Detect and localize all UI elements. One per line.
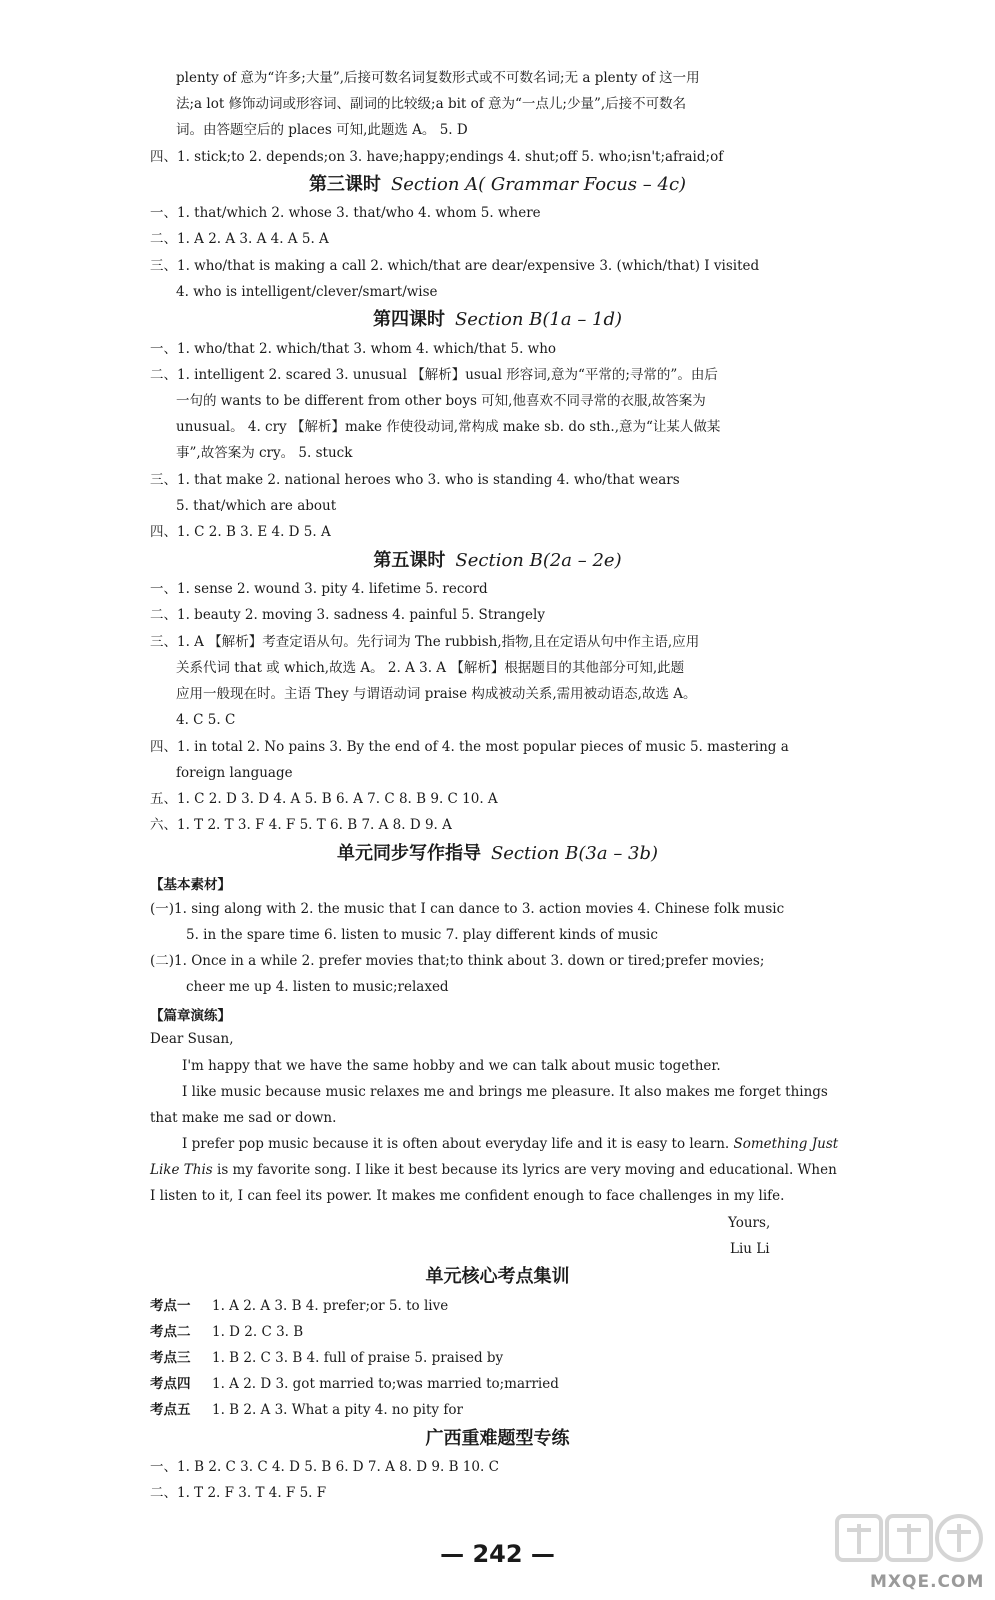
core-row-value: 1. A 2. A 3. B 4. prefer;or 5. to live (212, 1298, 449, 1314)
lesson4-line-8: 四、1. C 2. B 3. E 4. D 5. A (150, 524, 331, 540)
letter-p3a-text: I prefer pop music because it is often about everyday life and it is easy to learn. (182, 1136, 730, 1152)
song-title-part1: Something Just (733, 1136, 839, 1152)
writing-line-3: (二)1. Once in a while 2. prefer movies that;to think about 3. down or tired;prefer movies; (150, 953, 765, 969)
intro-line-4: 四、1. stick;to 2. depends;on 3. have;happy;endings 4. shut;off 5. who;isn't;afraid;of (150, 149, 724, 165)
lesson3-title: 第三课时 (308, 174, 381, 195)
core-row-label: 考点一 (150, 1298, 191, 1314)
lesson3-line-4: 4. who is intelligent/clever/smart/wise (176, 284, 438, 300)
lesson4-heading (0, 309, 995, 331)
passage-practice-tag: 【篇章演练】 (150, 1008, 231, 1024)
writing-line-2: 5. in the spare time 6. listen to music 7. play different kinds of music (186, 927, 658, 943)
lesson4-line-2: 二、1. intelligent 2. scared 3. unusual 【解析】usual 形容词,意为“平常的;寻常的”。由后 (150, 367, 718, 383)
guangxi-line-1: 一、1. B 2. C 3. C 4. D 5. B 6. D 7. A 8. D 9. B 10. C (150, 1459, 499, 1475)
writing-title: 单元同步写作指导 (336, 843, 481, 864)
letter-p3b (150, 1161, 837, 1179)
core-row-label: 考点四 (150, 1376, 191, 1392)
lesson5-line-5: 应用一般现在时。主语 They 与谓语动词 praise 构成被动关系,需用被动语态,故选 A。 (176, 686, 697, 702)
lesson4-line-5: 事”,故答案为 cry。 5. stuck (176, 445, 353, 461)
core-title: 单元核心考点集训 (425, 1266, 570, 1287)
lesson5-line-9: 五、1. C 2. D 3. D 4. A 5. B 6. A 7. C 8. B 9. C 10. A (150, 791, 498, 807)
lesson3-line-2: 二、1. A 2. A 3. A 4. A 5. A (150, 231, 329, 247)
lesson5-line-7: 四、1. in total 2. No pains 3. By the end of 4. the most popular pieces of music 5. mastering a (150, 739, 789, 755)
guangxi-heading (0, 1428, 995, 1450)
lesson5-line-10: 六、1. T 2. T 3. F 4. F 5. T 6. B 7. A 8. D 9. A (150, 817, 452, 833)
guangxi-title: 广西重难题型专练 (425, 1428, 570, 1449)
core-heading (0, 1266, 995, 1288)
lesson3-line-3: 三、1. who/that is making a call 2. which/that are dear/expensive 3. (which/that) I visited (150, 258, 760, 274)
letter-signature: Liu Li (730, 1241, 770, 1257)
lesson5-line-8: foreign language (176, 765, 293, 781)
lesson3-heading (0, 174, 995, 196)
song-title-part2: Like This (150, 1162, 213, 1178)
writing-section: Section B(3a – 3b) (490, 843, 659, 864)
lesson4-line-4: unusual。 4. cry 【解析】make 作使役动词,常构成 make sb. do sth.,意为“让某人做某 (176, 419, 721, 435)
core-row-label: 考点三 (150, 1350, 191, 1366)
letter-p2a: I like music because music relaxes me and brings me pleasure. It also makes me forget things (182, 1084, 828, 1100)
core-row-value: 1. B 2. A 3. What a pity 4. no pity for (212, 1402, 463, 1418)
intro-line-2: 法;a lot 修饰动词或形容词、副词的比较级;a bit of 意为“一点儿;少量”,后接不可数名 (176, 96, 687, 112)
lesson5-section: Section B(2a – 2e) (455, 550, 622, 571)
core-row-value: 1. D 2. C 3. B (212, 1324, 304, 1340)
intro-line-1: plenty of 意为“许多;大量”,后接可数名词复数形式或不可数名词;无 a plenty of 这一用 (176, 70, 700, 86)
lesson5-heading (0, 550, 995, 572)
lesson5-title: 第五课时 (373, 550, 446, 571)
lesson3-section: Section A( Grammar Focus – 4c) (390, 174, 687, 195)
lesson4-title: 第四课时 (372, 309, 445, 330)
watermark-text: MXQE.COM (870, 1572, 985, 1592)
lesson5-line-1: 一、1. sense 2. wound 3. pity 4. lifetime 5. record (150, 581, 488, 597)
lesson4-line-3: 一句的 wants to be different from other boys 可知,他喜欢不同寻常的衣服,故答案为 (176, 393, 706, 409)
core-row (150, 1401, 463, 1419)
lesson5-line-2: 二、1. beauty 2. moving 3. sadness 4. painful 5. Strangely (150, 607, 545, 623)
writing-line-1: (一)1. sing along with 2. the music that I can dance to 3. action movies 4. Chinese folk music (150, 901, 785, 917)
core-row (150, 1323, 303, 1341)
core-row (150, 1349, 503, 1367)
letter-p1: I'm happy that we have the same hobby and we can talk about music together. (182, 1058, 721, 1074)
intro-line-3: 词。由答题空后的 places 可知,此题选 A。 5. D (176, 122, 468, 138)
guangxi-line-2: 二、1. T 2. F 3. T 4. F 5. F (150, 1485, 327, 1501)
lesson4-line-6: 三、1. that make 2. national heroes who 3. who is standing 4. who/that wears (150, 472, 680, 488)
letter-p3b-text: is my favorite song. I like it best because its lyrics are very moving and educational. When (217, 1162, 837, 1178)
lesson4-line-1: 一、1. who/that 2. which/that 3. whom 4. which/that 5. who (150, 341, 557, 357)
basic-material-tag: 【基本素材】 (150, 877, 231, 893)
writing-line-4: cheer me up 4. listen to music;relaxed (186, 979, 449, 995)
lesson5-line-4: 关系代词 that 或 which,故选 A。 2. A 3. A 【解析】根据题目的其他部分可知,此题 (176, 660, 685, 676)
page-number: — 242 — (440, 1540, 555, 1568)
writing-heading (0, 843, 995, 865)
core-row (150, 1297, 448, 1315)
letter-closing: Yours, (728, 1215, 771, 1231)
lesson4-line-7: 5. that/which are about (176, 498, 337, 514)
lesson5-line-3: 三、1. A 【解析】考查定语从句。先行词为 The rubbish,指物,且在定语从句中作主语,应用 (150, 634, 700, 650)
letter-greeting: Dear Susan, (150, 1031, 234, 1047)
lesson3-line-1: 一、1. that/which 2. whose 3. that/who 4. whom 5. where (150, 205, 541, 221)
lesson5-line-6: 4. C 5. C (176, 712, 236, 728)
core-row-label: 考点五 (150, 1402, 191, 1418)
lesson4-section: Section B(1a – 1d) (454, 309, 623, 330)
core-row-value: 1. B 2. C 3. B 4. full of praise 5. praised by (212, 1350, 504, 1366)
core-row-label: 考点二 (150, 1324, 191, 1340)
letter-p3c: I listen to it, I can feel its power. It makes me confident enough to face challenges in my life. (150, 1188, 785, 1204)
core-row-value: 1. A 2. D 3. got married to;was married to;married (212, 1376, 559, 1392)
letter-p2b: that make me sad or down. (150, 1110, 337, 1126)
letter-p3a (182, 1135, 838, 1153)
core-row (150, 1375, 559, 1393)
